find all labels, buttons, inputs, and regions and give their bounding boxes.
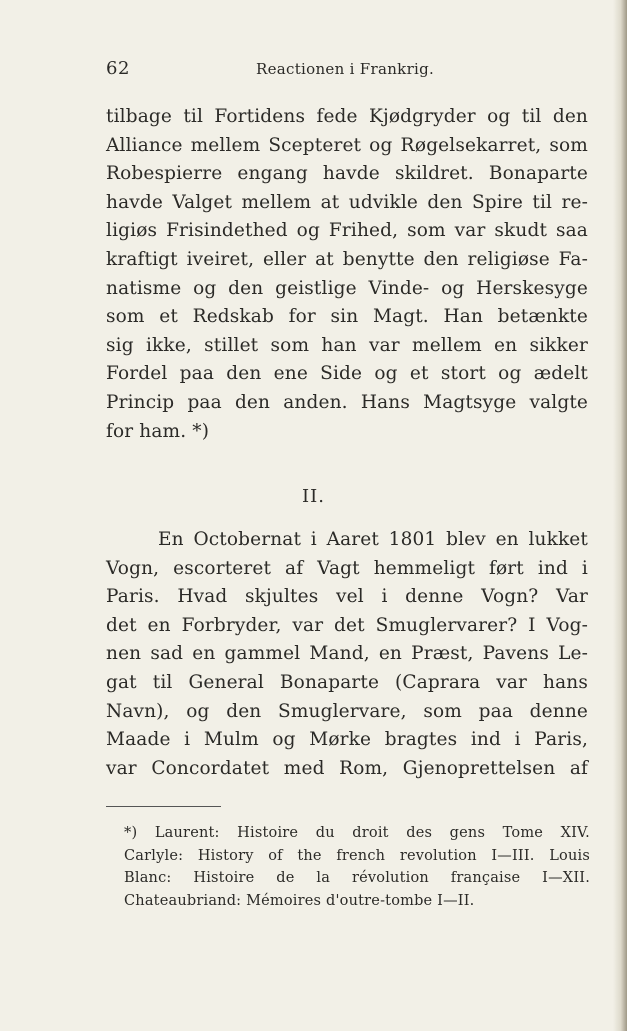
text-line: Robespierre engang havde skildret. Bonaparte — [106, 163, 588, 185]
text-line: sig ikke, stillet som han var mellem en sikker — [106, 334, 588, 356]
text-line: Alliance mellem Scepteret og Røgelsekarret, som — [106, 134, 588, 156]
footnote — [124, 822, 590, 912]
page-number: 62 — [106, 58, 130, 79]
running-head: Reactionen i Frankrig. — [256, 60, 435, 78]
paragraph-2 — [106, 526, 588, 783]
text-line: Vogn, escorteret af Vagt hemmeligt ført ind i — [106, 557, 588, 579]
text-line: tilbage til Fortidens fede Kjødgryder og til den — [106, 106, 588, 127]
text-line: ligiøs Frisindethed og Frihed, som var skudt saa — [106, 220, 588, 242]
text-line: Navn), og den Smuglervare, som paa denne — [106, 700, 588, 722]
text-line: var Concordatet med Rom, Gjenoprettelsen af — [106, 757, 588, 779]
text-line: gat til General Bonaparte (Caprara var hans — [106, 671, 588, 693]
text-line: Maade i Mulm og Mørke bragtes ind i Paris, — [106, 729, 588, 751]
footnote-line: *) Laurent: Histoire du droit des gens Tome XIV. — [124, 825, 590, 841]
text-line: det en Forbryder, var det Smuglervarer? I Vog- — [106, 614, 588, 636]
footnote-line: Chateaubriand: Mémoires d'outre-tombe I—II. — [124, 892, 475, 909]
text-line: Princip paa den anden. Hans Magtsyge valgte — [106, 391, 588, 413]
footnote-line: Blanc: Histoire de la révolution française I—XII. — [124, 870, 590, 886]
page-edge-shadow — [613, 0, 627, 1031]
text-line: En Octobernat i Aaret 1801 blev en lukket — [158, 529, 588, 550]
text-line: Paris. Hvad skjultes vel i denne Vogn? Var — [106, 586, 588, 608]
text-line: som et Redskab for sin Magt. Han betænkte — [106, 306, 588, 328]
text-line: kraftigt iveiret, eller at benytte den religiøse Fa- — [106, 248, 588, 270]
page-header — [106, 58, 586, 84]
text-line: havde Valget mellem at udvikle den Spire til re- — [106, 191, 588, 213]
text-line: natisme og den geistlige Vinde- og Herskesyge — [106, 277, 588, 299]
text-line: for ham. *) — [106, 420, 210, 442]
text-line: nen sad en gammel Mand, en Præst, Pavens Le- — [106, 643, 588, 665]
footnote-line: Carlyle: History of the french revolution I—III. Louis — [124, 847, 590, 864]
paragraph-1 — [106, 103, 588, 446]
text-line: Fordel paa den ene Side og et stort og ædelt — [106, 363, 588, 385]
section-heading: II. — [302, 486, 325, 507]
footnote-rule — [106, 806, 221, 807]
